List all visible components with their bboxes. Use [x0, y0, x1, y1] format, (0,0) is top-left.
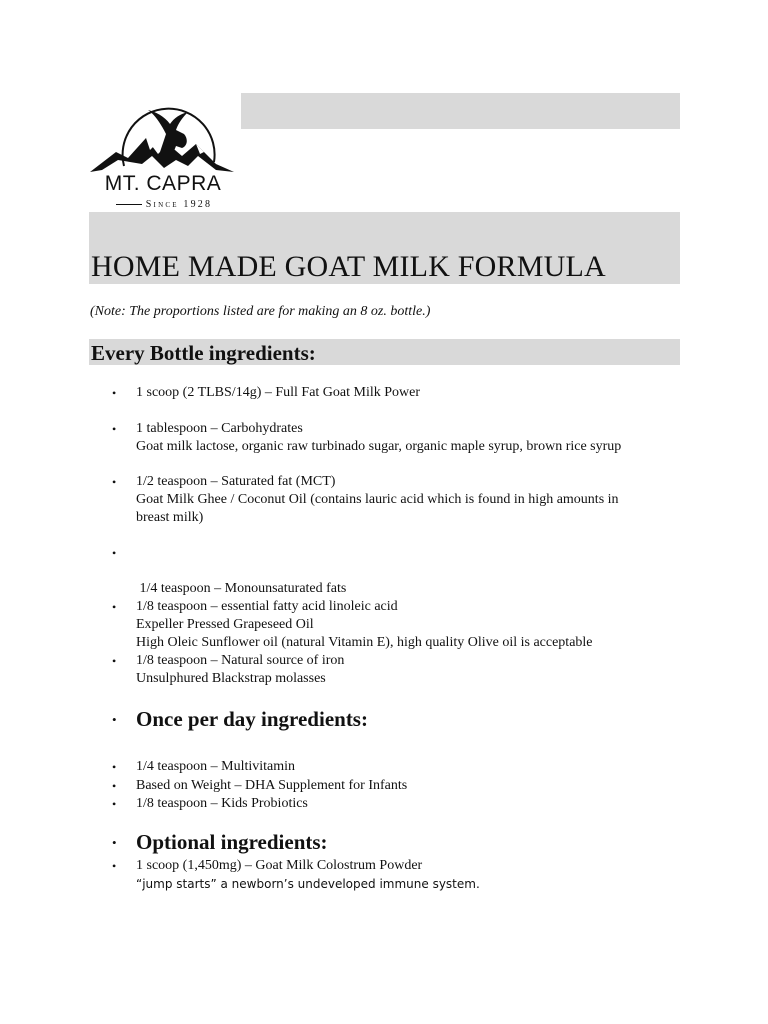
bullet: • [112, 835, 117, 850]
header-gray-bar [241, 93, 680, 129]
brand-name: MT. CAPRA [104, 172, 222, 195]
proportions-note: (Note: The proportions listed are for making an 8 oz. bottle.) [90, 304, 431, 319]
bullet: • [112, 386, 117, 400]
bullet: • [112, 654, 117, 668]
bullet: • [112, 475, 117, 489]
bullet: • [112, 859, 117, 873]
bullet: • [112, 712, 117, 727]
bullet: • [112, 760, 117, 774]
bullet: • [112, 779, 117, 793]
bullet: • [112, 546, 117, 560]
bullet: • [112, 600, 117, 614]
every-bottle-heading: Every Bottle ingredients: [89, 339, 680, 365]
mt-capra-logo-icon [88, 94, 236, 214]
bullet: • [112, 797, 117, 811]
bullet: • [112, 422, 117, 436]
brand-tagline: Since 1928 [100, 199, 224, 221]
page-title: HOME MADE GOAT MILK FORMULA [91, 250, 606, 283]
